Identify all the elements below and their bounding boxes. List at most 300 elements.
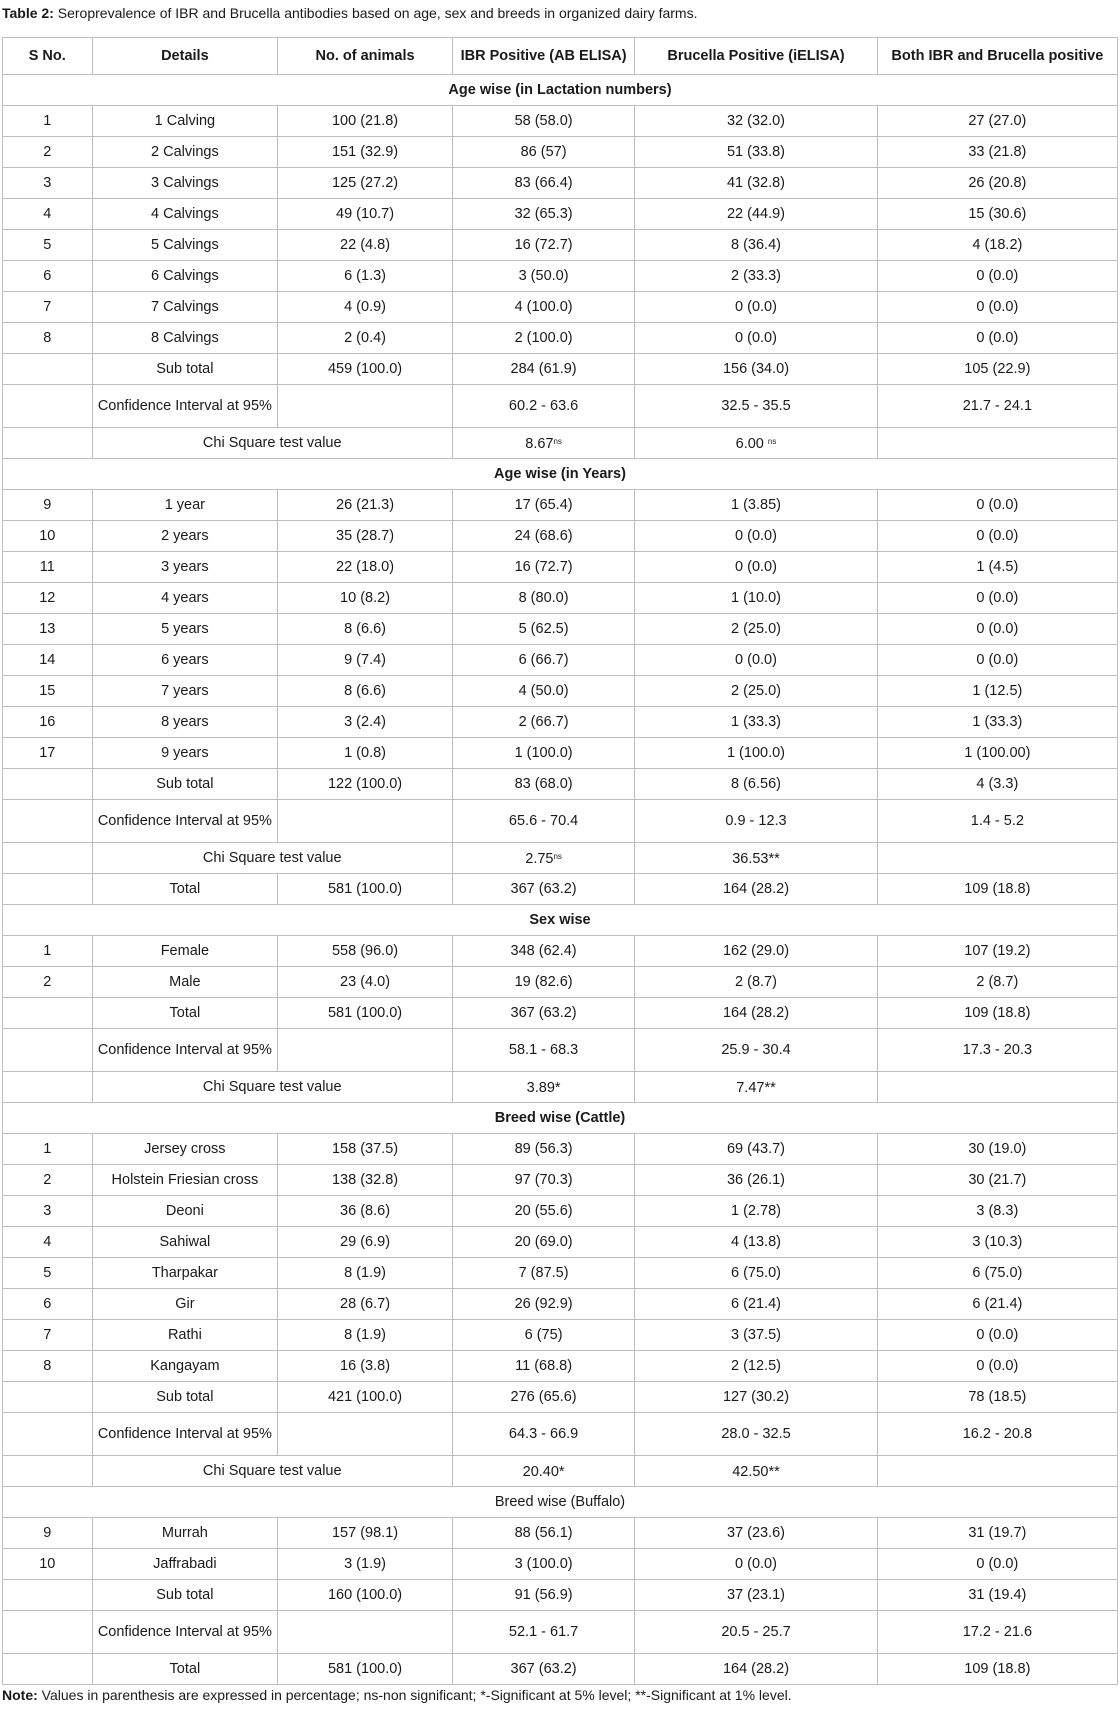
table-cell: 91 (56.9) — [452, 1580, 634, 1611]
table-cell: 16.2 - 20.8 — [877, 1413, 1117, 1456]
section-row — [3, 1487, 1118, 1518]
section-row — [3, 459, 1118, 490]
table-cell: 367 (63.2) — [452, 874, 634, 905]
table-cell: 2 (25.0) — [635, 676, 877, 707]
table-cell: 421 (100.0) — [278, 1382, 453, 1413]
table-cell: Sub total — [92, 354, 278, 385]
table-cell: 20.5 - 25.7 — [635, 1611, 877, 1654]
section-row — [3, 905, 1118, 936]
table-cell: 0 (0.0) — [635, 552, 877, 583]
table-cell: 10 (8.2) — [278, 583, 453, 614]
table-cell: 3 (50.0) — [452, 261, 634, 292]
table-cell: 16 (72.7) — [452, 552, 634, 583]
table-cell: 8 — [3, 1351, 93, 1382]
table-cell: 107 (19.2) — [877, 936, 1117, 967]
note-text: Values in parenthesis are expressed in percentage; ns-non significant; *-Significant at 5% level; **-Significant at 1% level. — [37, 1687, 792, 1703]
table-cell: Murrah — [92, 1518, 278, 1549]
table-cell: 2 — [3, 967, 93, 998]
table-row — [3, 707, 1118, 738]
chi-square-value — [635, 428, 877, 459]
table-cell: 36 (26.1) — [635, 1165, 877, 1196]
table-cell: 11 (68.8) — [452, 1351, 634, 1382]
table-cell: 1 year — [92, 490, 278, 521]
column-header: Both IBR and Brucella positive — [877, 38, 1117, 75]
table-cell: 348 (62.4) — [452, 936, 634, 967]
table-cell: 1 (2.78) — [635, 1196, 877, 1227]
chi-square-value — [635, 843, 877, 874]
table-cell — [3, 1413, 93, 1456]
table-cell — [278, 1413, 453, 1456]
chi-value-text: 2.75 — [525, 851, 554, 867]
table-row — [3, 1382, 1118, 1413]
table-cell: 31 (19.4) — [877, 1580, 1117, 1611]
chi-square-value — [452, 1456, 634, 1487]
chi-square-row — [3, 428, 1118, 459]
table-cell: 6 (21.4) — [635, 1289, 877, 1320]
table-cell: 284 (61.9) — [452, 354, 634, 385]
chi-square-label: Chi Square test value — [92, 1456, 452, 1487]
note-label: Note: — [2, 1687, 38, 1703]
table-cell: 3 (1.9) — [278, 1549, 453, 1580]
table-row — [3, 676, 1118, 707]
table-cell: 0 (0.0) — [635, 292, 877, 323]
table-cell: Gir — [92, 1289, 278, 1320]
table-cell: 0 (0.0) — [877, 261, 1117, 292]
table-row — [3, 261, 1118, 292]
table-cell — [3, 1382, 93, 1413]
table-cell: 1 (100.0) — [635, 738, 877, 769]
section-title: Sex wise — [3, 905, 1118, 936]
table-cell: 12 — [3, 583, 93, 614]
table-cell: 69 (43.7) — [635, 1134, 877, 1165]
table-cell: 16 — [3, 707, 93, 738]
table-cell: 3 years — [92, 552, 278, 583]
table-cell — [3, 998, 93, 1029]
table-cell: 5 years — [92, 614, 278, 645]
table-cell: 21.7 - 24.1 — [877, 385, 1117, 428]
table-cell: 0 (0.0) — [635, 323, 877, 354]
table-cell: 25.9 - 30.4 — [635, 1029, 877, 1072]
table-row — [3, 292, 1118, 323]
table-cell: 558 (96.0) — [278, 936, 453, 967]
table-cell: 0.9 - 12.3 — [635, 800, 877, 843]
table-cell: 29 (6.9) — [278, 1227, 453, 1258]
chi-square-value — [635, 1456, 877, 1487]
table-cell: 100 (21.8) — [278, 106, 453, 137]
table-cell: Sahiwal — [92, 1227, 278, 1258]
table-cell: Total — [92, 1654, 278, 1685]
table-cell: 3 (8.3) — [877, 1196, 1117, 1227]
table-cell: 6 — [3, 261, 93, 292]
table-cell: Total — [92, 874, 278, 905]
table-cell: 3 (37.5) — [635, 1320, 877, 1351]
table-cell: Sub total — [92, 769, 278, 800]
table-cell — [3, 1611, 93, 1654]
table-cell: 3 — [3, 168, 93, 199]
table-row — [3, 354, 1118, 385]
confidence-interval-row — [3, 1029, 1118, 1072]
table-cell: 0 (0.0) — [877, 1351, 1117, 1382]
chi-square-row — [3, 1456, 1118, 1487]
table-cell: 17.3 - 20.3 — [877, 1029, 1117, 1072]
table-row — [3, 1227, 1118, 1258]
chi-square-value — [452, 1072, 634, 1103]
table-cell: 164 (28.2) — [635, 1654, 877, 1685]
table-cell — [3, 1029, 93, 1072]
table-cell: 2 (0.4) — [278, 323, 453, 354]
table-cell: 4 (18.2) — [877, 230, 1117, 261]
table-cell: Male — [92, 967, 278, 998]
table-cell: 6 (75.0) — [877, 1258, 1117, 1289]
table-cell: 5 — [3, 1258, 93, 1289]
table-cell: 2 (66.7) — [452, 707, 634, 738]
table-cell: 8 — [3, 323, 93, 354]
table-cell: Confidence Interval at 95% — [92, 385, 278, 428]
table-note — [2, 1686, 792, 1704]
table-cell: 8 (36.4) — [635, 230, 877, 261]
table-cell: 2 (25.0) — [635, 614, 877, 645]
table-row — [3, 645, 1118, 676]
table-cell: 158 (37.5) — [278, 1134, 453, 1165]
table-cell: 26 (92.9) — [452, 1289, 634, 1320]
table-cell: 97 (70.3) — [452, 1165, 634, 1196]
table-cell: 0 (0.0) — [635, 645, 877, 676]
table-cell — [278, 385, 453, 428]
table-caption — [2, 4, 698, 22]
chi-value-text: 8.67 — [525, 436, 554, 452]
table-row — [3, 521, 1118, 552]
table-cell: 10 — [3, 521, 93, 552]
seroprevalence-table — [2, 37, 1118, 1685]
chi-square-row — [3, 1072, 1118, 1103]
table-cell: 1 Calving — [92, 106, 278, 137]
table-cell: 0 (0.0) — [877, 323, 1117, 354]
table-cell: Sub total — [92, 1580, 278, 1611]
table-cell: 162 (29.0) — [635, 936, 877, 967]
confidence-interval-row — [3, 1611, 1118, 1654]
table-cell: 9 years — [92, 738, 278, 769]
table-cell: 52.1 - 61.7 — [452, 1611, 634, 1654]
chi-value-text: 36.53** — [732, 851, 780, 867]
table-cell: 31 (19.7) — [877, 1518, 1117, 1549]
table-cell: 6 (21.4) — [877, 1289, 1117, 1320]
table-cell: Jersey cross — [92, 1134, 278, 1165]
table-cell — [3, 354, 93, 385]
table-cell: 0 (0.0) — [877, 583, 1117, 614]
table-cell: Deoni — [92, 1196, 278, 1227]
table-cell: 164 (28.2) — [635, 998, 877, 1029]
table-cell: 1 (3.85) — [635, 490, 877, 521]
table-cell: 1 (4.5) — [877, 552, 1117, 583]
table-cell: 5 — [3, 230, 93, 261]
table-cell: 3 — [3, 1196, 93, 1227]
table-cell: 4 (3.3) — [877, 769, 1117, 800]
table-cell — [278, 1611, 453, 1654]
chi-value-text: 7.47** — [736, 1080, 776, 1096]
table-cell: 7 (87.5) — [452, 1258, 634, 1289]
table-cell: 64.3 - 66.9 — [452, 1413, 634, 1456]
table-row — [3, 137, 1118, 168]
table-row — [3, 936, 1118, 967]
table-cell: 19 (82.6) — [452, 967, 634, 998]
header-row — [3, 38, 1118, 75]
table-cell: 36 (8.6) — [278, 1196, 453, 1227]
table-row — [3, 1258, 1118, 1289]
table-cell: Female — [92, 936, 278, 967]
table-cell — [3, 800, 93, 843]
table-row — [3, 490, 1118, 521]
table-cell: 30 (21.7) — [877, 1165, 1117, 1196]
table-cell: 22 (18.0) — [278, 552, 453, 583]
table-row — [3, 1549, 1118, 1580]
caption-label: Table 2: — [2, 5, 54, 21]
table-cell: 2 Calvings — [92, 137, 278, 168]
table-cell: 3 (2.4) — [278, 707, 453, 738]
table-cell: 0 (0.0) — [877, 614, 1117, 645]
table-cell: Confidence Interval at 95% — [92, 1413, 278, 1456]
table-cell: 156 (34.0) — [635, 354, 877, 385]
chi-square-value — [635, 1072, 877, 1103]
table-cell: Confidence Interval at 95% — [92, 800, 278, 843]
table-cell: 581 (100.0) — [278, 1654, 453, 1685]
table-cell: Holstein Friesian cross — [92, 1165, 278, 1196]
table-row — [3, 1320, 1118, 1351]
table-cell: 35 (28.7) — [278, 521, 453, 552]
table-cell: 23 (4.0) — [278, 967, 453, 998]
chi-value-text: 20.40* — [522, 1464, 565, 1480]
table-cell: 10 — [3, 1549, 93, 1580]
table-cell: 8 (6.6) — [278, 676, 453, 707]
table-cell: 105 (22.9) — [877, 354, 1117, 385]
table-cell: Kangayam — [92, 1351, 278, 1382]
table-cell: 37 (23.6) — [635, 1518, 877, 1549]
table-cell: 9 — [3, 490, 93, 521]
table-cell: 6 Calvings — [92, 261, 278, 292]
table-row — [3, 323, 1118, 354]
caption-text: Seroprevalence of IBR and Brucella antibodies based on age, sex and breeds in organized dairy farms. — [53, 5, 698, 21]
table-row — [3, 1165, 1118, 1196]
table-cell: 4 years — [92, 583, 278, 614]
chi-square-label: Chi Square test value — [92, 1072, 452, 1103]
table-cell: 6 years — [92, 645, 278, 676]
table-body — [3, 75, 1118, 1685]
confidence-interval-row — [3, 385, 1118, 428]
table-cell: 2 (8.7) — [877, 967, 1117, 998]
table-cell: 7 Calvings — [92, 292, 278, 323]
table-row — [3, 874, 1118, 905]
table-cell: 109 (18.8) — [877, 1654, 1117, 1685]
table-cell — [877, 428, 1117, 459]
table-cell: 4 Calvings — [92, 199, 278, 230]
table-cell — [3, 1072, 93, 1103]
table-cell: 4 — [3, 199, 93, 230]
table-cell: 2 years — [92, 521, 278, 552]
table-cell: 16 (72.7) — [452, 230, 634, 261]
table-cell: 2 (8.7) — [635, 967, 877, 998]
section-title: Breed wise (Buffalo) — [3, 1487, 1118, 1518]
confidence-interval-row — [3, 1413, 1118, 1456]
table-row — [3, 1134, 1118, 1165]
table-row — [3, 1518, 1118, 1549]
table-cell: 1 — [3, 1134, 93, 1165]
significance-mark: ns — [553, 852, 562, 861]
table-cell: 22 (4.8) — [278, 230, 453, 261]
table-cell: 127 (30.2) — [635, 1382, 877, 1413]
table-cell: 3 Calvings — [92, 168, 278, 199]
table-cell: 7 years — [92, 676, 278, 707]
chi-square-row — [3, 843, 1118, 874]
table-cell: 22 (44.9) — [635, 199, 877, 230]
column-header: No. of animals — [278, 38, 453, 75]
table-cell: 7 — [3, 292, 93, 323]
table-cell: 0 (0.0) — [877, 645, 1117, 676]
table-cell: 26 (21.3) — [278, 490, 453, 521]
table-cell: 3 (10.3) — [877, 1227, 1117, 1258]
section-title: Breed wise (Cattle) — [3, 1103, 1118, 1134]
table-row — [3, 106, 1118, 137]
table-cell: 6 (75) — [452, 1320, 634, 1351]
column-header: IBR Positive (AB ELISA) — [452, 38, 634, 75]
chi-square-value — [452, 843, 634, 874]
table-cell: 17 — [3, 738, 93, 769]
table-cell: 276 (65.6) — [452, 1382, 634, 1413]
chi-square-label: Chi Square test value — [92, 843, 452, 874]
table-cell: 0 (0.0) — [877, 490, 1117, 521]
table-cell: 1 (100.00) — [877, 738, 1117, 769]
table-cell: 160 (100.0) — [278, 1580, 453, 1611]
table-cell — [3, 1456, 93, 1487]
table-row — [3, 1196, 1118, 1227]
table-cell: 89 (56.3) — [452, 1134, 634, 1165]
table-cell: 33 (21.8) — [877, 137, 1117, 168]
table-cell: 122 (100.0) — [278, 769, 453, 800]
table-cell: 5 (62.5) — [452, 614, 634, 645]
table-cell: 8 (80.0) — [452, 583, 634, 614]
table-cell: 459 (100.0) — [278, 354, 453, 385]
table-cell — [278, 1029, 453, 1072]
table-cell: 6 — [3, 1289, 93, 1320]
significance-mark: ns — [553, 437, 562, 446]
table-cell: 4 (0.9) — [278, 292, 453, 323]
table-row — [3, 1654, 1118, 1685]
table-cell: 9 — [3, 1518, 93, 1549]
table-cell: Total — [92, 998, 278, 1029]
significance-mark: ns — [767, 437, 777, 446]
table-row — [3, 738, 1118, 769]
table-cell: 4 — [3, 1227, 93, 1258]
table-cell: 2 — [3, 137, 93, 168]
table-cell: 581 (100.0) — [278, 874, 453, 905]
section-title: Age wise (in Years) — [3, 459, 1118, 490]
table-cell: 1 (12.5) — [877, 676, 1117, 707]
table-cell: 1 (33.3) — [635, 707, 877, 738]
table-cell: 157 (98.1) — [278, 1518, 453, 1549]
table-cell: 6 (75.0) — [635, 1258, 877, 1289]
column-header: S No. — [3, 38, 93, 75]
table-cell: 58.1 - 68.3 — [452, 1029, 634, 1072]
table-cell: 0 (0.0) — [635, 1549, 877, 1580]
table-cell — [3, 769, 93, 800]
table-cell: 125 (27.2) — [278, 168, 453, 199]
table-cell: 0 (0.0) — [877, 292, 1117, 323]
table-cell: 60.2 - 63.6 — [452, 385, 634, 428]
table-cell: 14 — [3, 645, 93, 676]
table-cell: 86 (57) — [452, 137, 634, 168]
table-cell: Jaffrabadi — [92, 1549, 278, 1580]
table-cell: 41 (32.8) — [635, 168, 877, 199]
table-cell: 9 (7.4) — [278, 645, 453, 676]
table-cell: 8 (1.9) — [278, 1320, 453, 1351]
table-cell: 65.6 - 70.4 — [452, 800, 634, 843]
table-cell: 1 — [3, 106, 93, 137]
table-cell: 15 — [3, 676, 93, 707]
table-cell: 1.4 - 5.2 — [877, 800, 1117, 843]
table-cell: 6 (66.7) — [452, 645, 634, 676]
table-cell: 0 (0.0) — [877, 1320, 1117, 1351]
table-row — [3, 230, 1118, 261]
table-cell: Confidence Interval at 95% — [92, 1029, 278, 1072]
table-row — [3, 769, 1118, 800]
table-cell: 17 (65.4) — [452, 490, 634, 521]
section-title: Age wise (in Lactation numbers) — [3, 75, 1118, 106]
table-cell: 0 (0.0) — [635, 521, 877, 552]
table-row — [3, 1289, 1118, 1320]
table-cell: 32 (32.0) — [635, 106, 877, 137]
table-cell: 8 Calvings — [92, 323, 278, 354]
table-cell: 3 (100.0) — [452, 1549, 634, 1580]
table-cell: 8 (6.6) — [278, 614, 453, 645]
table-cell: 8 (6.56) — [635, 769, 877, 800]
table-cell: Rathi — [92, 1320, 278, 1351]
chi-square-value — [452, 428, 634, 459]
table-cell: 1 (10.0) — [635, 583, 877, 614]
table-cell: 17.2 - 21.6 — [877, 1611, 1117, 1654]
table-cell: 11 — [3, 552, 93, 583]
table-cell: 16 (3.8) — [278, 1351, 453, 1382]
confidence-interval-row — [3, 800, 1118, 843]
table-cell: 26 (20.8) — [877, 168, 1117, 199]
table-cell — [3, 843, 93, 874]
table-cell: 5 Calvings — [92, 230, 278, 261]
table-cell: 28 (6.7) — [278, 1289, 453, 1320]
table-cell: 0 (0.0) — [877, 521, 1117, 552]
table-cell: 6 (1.3) — [278, 261, 453, 292]
table-cell — [877, 1072, 1117, 1103]
table-cell — [877, 1456, 1117, 1487]
table-cell: 32.5 - 35.5 — [635, 385, 877, 428]
chi-square-label: Chi Square test value — [92, 428, 452, 459]
table-cell — [278, 800, 453, 843]
chi-value-text: 42.50** — [732, 1464, 780, 1480]
table-cell: 2 (33.3) — [635, 261, 877, 292]
table-cell: 13 — [3, 614, 93, 645]
table-cell: 581 (100.0) — [278, 998, 453, 1029]
table-row — [3, 1580, 1118, 1611]
table-cell: 4 (100.0) — [452, 292, 634, 323]
table-cell: Confidence Interval at 95% — [92, 1611, 278, 1654]
table-cell: 138 (32.8) — [278, 1165, 453, 1196]
table-cell: 58 (58.0) — [452, 106, 634, 137]
table-cell: 8 (1.9) — [278, 1258, 453, 1289]
table-row — [3, 967, 1118, 998]
chi-value-text: 6.00 — [735, 436, 768, 452]
table-row — [3, 168, 1118, 199]
table-cell: 1 — [3, 936, 93, 967]
table-cell: 49 (10.7) — [278, 199, 453, 230]
table-cell: 78 (18.5) — [877, 1382, 1117, 1413]
table-row — [3, 998, 1118, 1029]
table-cell — [3, 1580, 93, 1611]
